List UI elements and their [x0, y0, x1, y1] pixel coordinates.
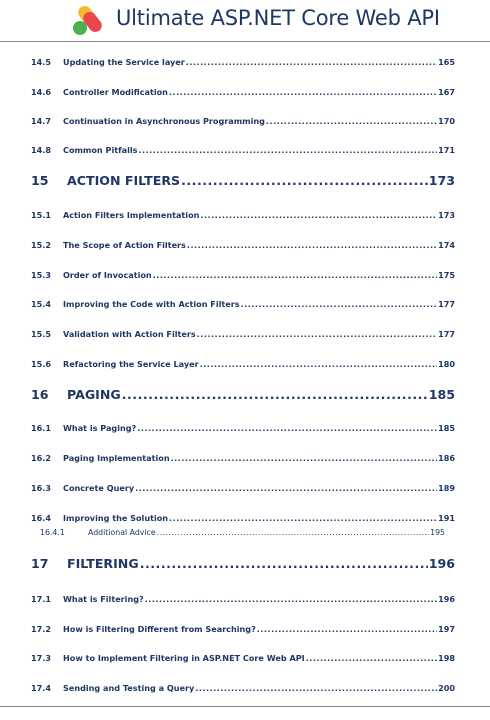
- toc-leader-dots: [266, 116, 437, 126]
- toc-entry-page: 196: [438, 593, 455, 604]
- toc-entry-page: 175: [438, 269, 455, 280]
- toc-entry-title: Refactoring the Service Layer: [63, 358, 199, 369]
- toc-entry-title: Order of Invocation: [63, 269, 152, 280]
- toc-leader-dots: [135, 483, 437, 493]
- toc-leader-dots: [169, 513, 437, 523]
- toc-entry[interactable]: [31, 116, 455, 128]
- toc-entry-title: How to Implement Filtering in ASP.NET Core Web API: [63, 653, 305, 664]
- toc-entry-title: PAGING: [67, 386, 121, 402]
- toc-entry-number: 16.1: [31, 423, 51, 434]
- toc-entry[interactable]: [31, 57, 455, 69]
- toc-entry[interactable]: [31, 483, 455, 495]
- toc-entry[interactable]: [40, 528, 445, 540]
- toc-entry-page: 200: [438, 683, 455, 693]
- footer-divider: [0, 706, 490, 707]
- toc-entry[interactable]: [31, 210, 455, 222]
- toc-leader-dots: [241, 299, 438, 309]
- toc-entry[interactable]: [31, 453, 455, 465]
- toc-entry-title: Common Pitfalls: [63, 145, 138, 156]
- toc-leader-dots: [122, 387, 428, 402]
- toc-entry[interactable]: [31, 87, 455, 99]
- toc-leader-dots: [181, 173, 428, 188]
- toc-entry-title: Validation with Action Filters: [63, 328, 196, 339]
- toc-entry-page: 174: [438, 239, 455, 250]
- toc-entry-title: What is Filtering?: [63, 593, 144, 604]
- toc-entry-page: 177: [438, 299, 455, 310]
- toc-leader-dots: [138, 145, 437, 155]
- toc-entry-number: 15.4: [31, 299, 51, 310]
- toc-entry-number: 16.4: [31, 512, 51, 523]
- toc-leader-dots: [157, 528, 429, 537]
- toc-leader-dots: [200, 210, 437, 220]
- toc-entry-page: 173: [428, 173, 455, 189]
- toc-leader-dots: [197, 329, 437, 339]
- toc-entry-number: 15.6: [31, 358, 51, 369]
- toc-entry-number: 16.3: [31, 482, 51, 493]
- toc-leader-dots: [257, 624, 437, 634]
- toc-entry-page: 198: [438, 653, 455, 664]
- toc-entry-number: 17.1: [31, 593, 51, 604]
- toc-entry-page: 165: [438, 57, 455, 67]
- toc-entry-page: 173: [438, 210, 455, 220]
- toc-entry-title: Controller Modification: [63, 86, 168, 97]
- toc-entry-page: 185: [428, 386, 455, 402]
- toc-leader-dots: [169, 87, 437, 97]
- toc-entry-title: Paging Implementation: [63, 453, 170, 464]
- toc-leader-dots: [140, 556, 428, 571]
- toc-entry-page: 197: [438, 623, 455, 634]
- toc-entry-page: 177: [438, 328, 455, 339]
- toc-entry-number: 14.5: [31, 57, 51, 67]
- toc-entry[interactable]: [31, 270, 455, 282]
- toc-entry[interactable]: [31, 387, 455, 405]
- toc-leader-dots: [171, 453, 437, 463]
- toc-leader-dots: [186, 57, 437, 67]
- toc-entry[interactable]: [31, 513, 455, 525]
- toc-entry-number: 17.3: [31, 653, 51, 664]
- toc-leader-dots: [187, 240, 437, 250]
- toc-entry[interactable]: [31, 423, 455, 435]
- toc-entry-number: 15.2: [31, 239, 51, 250]
- toc-entry-number: 17.4: [31, 683, 51, 693]
- toc-entry-page: 171: [438, 145, 455, 156]
- toc-entry-number: 15.5: [31, 328, 51, 339]
- toc-entry-page: 167: [438, 86, 455, 97]
- toc-entry[interactable]: [31, 359, 455, 371]
- toc-entry-title: Continuation in Asynchronous Programming: [63, 115, 265, 126]
- toc-leader-dots: [306, 653, 437, 663]
- toc-entry[interactable]: [31, 556, 455, 574]
- toc-entry-title: What is Paging?: [63, 423, 137, 434]
- toc-entry[interactable]: [31, 594, 455, 606]
- toc-leader-dots: [153, 270, 437, 280]
- toc-entry-number: 17: [31, 556, 49, 572]
- toc-entry[interactable]: [31, 329, 455, 341]
- toc-entry-title: Additional Advice: [88, 528, 156, 538]
- toc-entry-number: 15: [31, 173, 49, 189]
- toc-entry-title: Improving the Solution: [63, 512, 169, 523]
- toc-entry-number: 17.2: [31, 623, 51, 634]
- toc-leader-dots: [195, 683, 437, 693]
- header-title: Ultimate ASP.NET Core Web API: [116, 6, 440, 30]
- toc-entry-page: 195: [430, 528, 445, 538]
- toc-leader-dots: [145, 594, 437, 604]
- toc-entry[interactable]: [31, 653, 455, 665]
- toc-entry-page: 185: [438, 423, 455, 434]
- toc-entry-number: 14.8: [31, 145, 51, 156]
- toc-entry[interactable]: [31, 173, 455, 191]
- toc-entry[interactable]: [31, 240, 455, 252]
- toc-entry-number: 15.3: [31, 269, 51, 280]
- toc-entry-number: 16.4.1: [40, 528, 65, 538]
- toc-entry-number: 16.2: [31, 453, 51, 464]
- toc-entry-number: 15.1: [31, 210, 51, 220]
- toc-entry-page: 191: [438, 512, 455, 523]
- toc-entry-title: The Scope of Action Filters: [63, 239, 186, 250]
- toc-entry[interactable]: [31, 145, 455, 157]
- toc-entry-title: Updating the Service layer: [63, 57, 185, 67]
- toc-entry[interactable]: [31, 299, 455, 311]
- toc-entry-number: 14.7: [31, 115, 51, 126]
- page-header: [0, 0, 490, 42]
- toc-entry-number: 14.6: [31, 86, 51, 97]
- toc-entry-page: 186: [438, 453, 455, 464]
- toc-entry-page: 189: [438, 482, 455, 493]
- toc-entry-page: 170: [438, 115, 455, 126]
- toc-entry-title: Sending and Testing a Query: [63, 683, 195, 693]
- toc-entry-title: Concrete Query: [63, 482, 135, 493]
- toc-entry-title: How is Filtering Different from Searching?: [63, 623, 256, 634]
- toc-entry-number: 16: [31, 386, 49, 402]
- logo-icon: [71, 4, 105, 36]
- toc-entry-title: FILTERING: [67, 556, 139, 572]
- toc-entry[interactable]: [31, 683, 455, 695]
- toc-entry[interactable]: [31, 624, 455, 636]
- toc-entry-title: Action Filters Implementation: [63, 210, 200, 220]
- toc-entry-page: 196: [428, 556, 455, 572]
- toc-entry-title: ACTION FILTERS: [67, 173, 181, 189]
- toc-leader-dots: [137, 423, 437, 433]
- toc-leader-dots: [200, 359, 437, 369]
- toc-entry-title: Improving the Code with Action Filters: [63, 299, 240, 310]
- toc-entry-page: 180: [438, 358, 455, 369]
